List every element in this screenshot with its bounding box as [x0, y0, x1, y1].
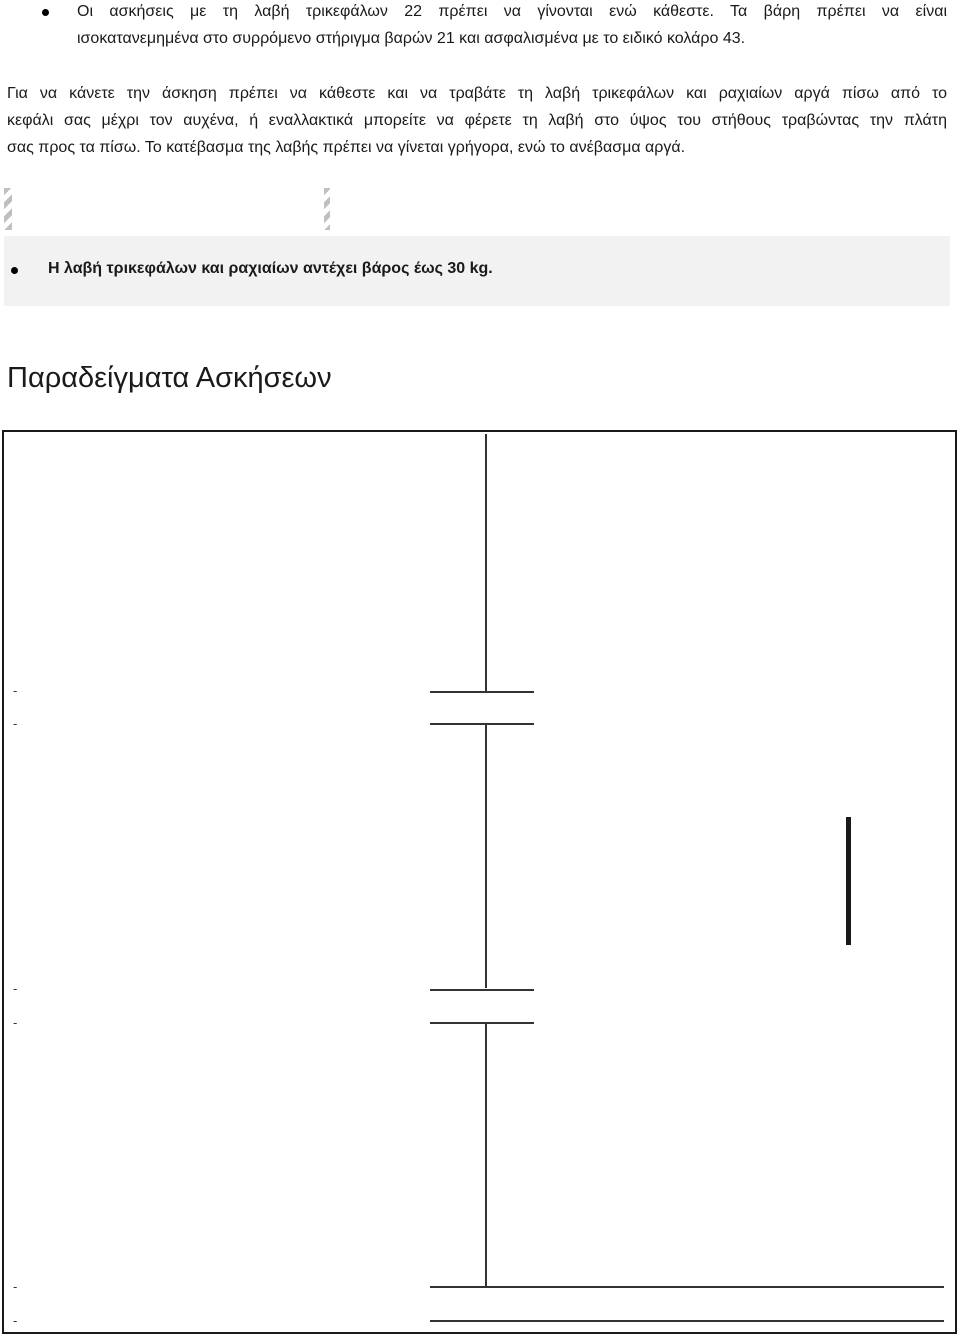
section-heading: Παραδείγματα Ασκήσεων — [7, 362, 332, 394]
figure-bar — [846, 817, 851, 945]
bullet-icon — [11, 267, 18, 274]
row-separator — [430, 989, 534, 991]
paragraph-line-2: κεφάλι σας μέχρι τον αυχένα, ή εναλλακτικά μπορείτε να φέρετε τη λαβή στο ύψος του στήθους τραβώντας την πλάτη — [7, 112, 947, 129]
table-divider — [485, 1022, 487, 1286]
row-separator — [430, 1320, 944, 1322]
examples-table — [2, 430, 957, 1334]
row-separator — [430, 1022, 534, 1024]
note-box — [4, 236, 950, 306]
bullet-line-1: Οι ασκήσεις με τη λαβή τρικεφάλων 22 πρέπει να γίνονται ενώ κάθεστε. Τα βάρη πρέπει να είναι — [77, 3, 947, 20]
bullet-line-2: ισοκατανεμημένα στο συρρόμενο στήριγμα βαρών 21 και ασφαλισμένα με το ειδικό κολάρο 43. — [77, 30, 746, 47]
paragraph-line-1: Για να κάνετε την άσκηση πρέπει να κάθεστε και να τραβάτε τη λαβή τρικεφάλων και ραχιαίων αργά πίσω από το — [7, 85, 947, 102]
row-separator — [430, 1286, 944, 1288]
paragraph-line-3: σας προς τα πίσω. Το κατέβασμα της λαβής πρέπει να γίνεται γρήγορα, ενώ το ανέβασμα αργά. — [7, 139, 686, 156]
top-bullet-item — [0, 0, 960, 60]
row-separator — [430, 691, 534, 693]
row-marker: - — [13, 981, 18, 996]
row-separator — [430, 723, 534, 725]
row-marker: - — [13, 683, 18, 698]
table-divider — [485, 724, 487, 988]
row-marker: - — [13, 1015, 18, 1030]
note-border-left-mark — [4, 188, 12, 230]
row-marker: - — [13, 716, 18, 731]
table-divider — [485, 434, 487, 691]
note-border-right-mark — [324, 188, 330, 230]
bullet-icon — [42, 9, 49, 16]
row-marker: - — [13, 1313, 18, 1328]
row-marker: - — [13, 1279, 18, 1294]
note-text: Η λαβή τρικεφάλων και ραχιαίων αντέχει βάρος έως 30 kg. — [48, 260, 493, 277]
